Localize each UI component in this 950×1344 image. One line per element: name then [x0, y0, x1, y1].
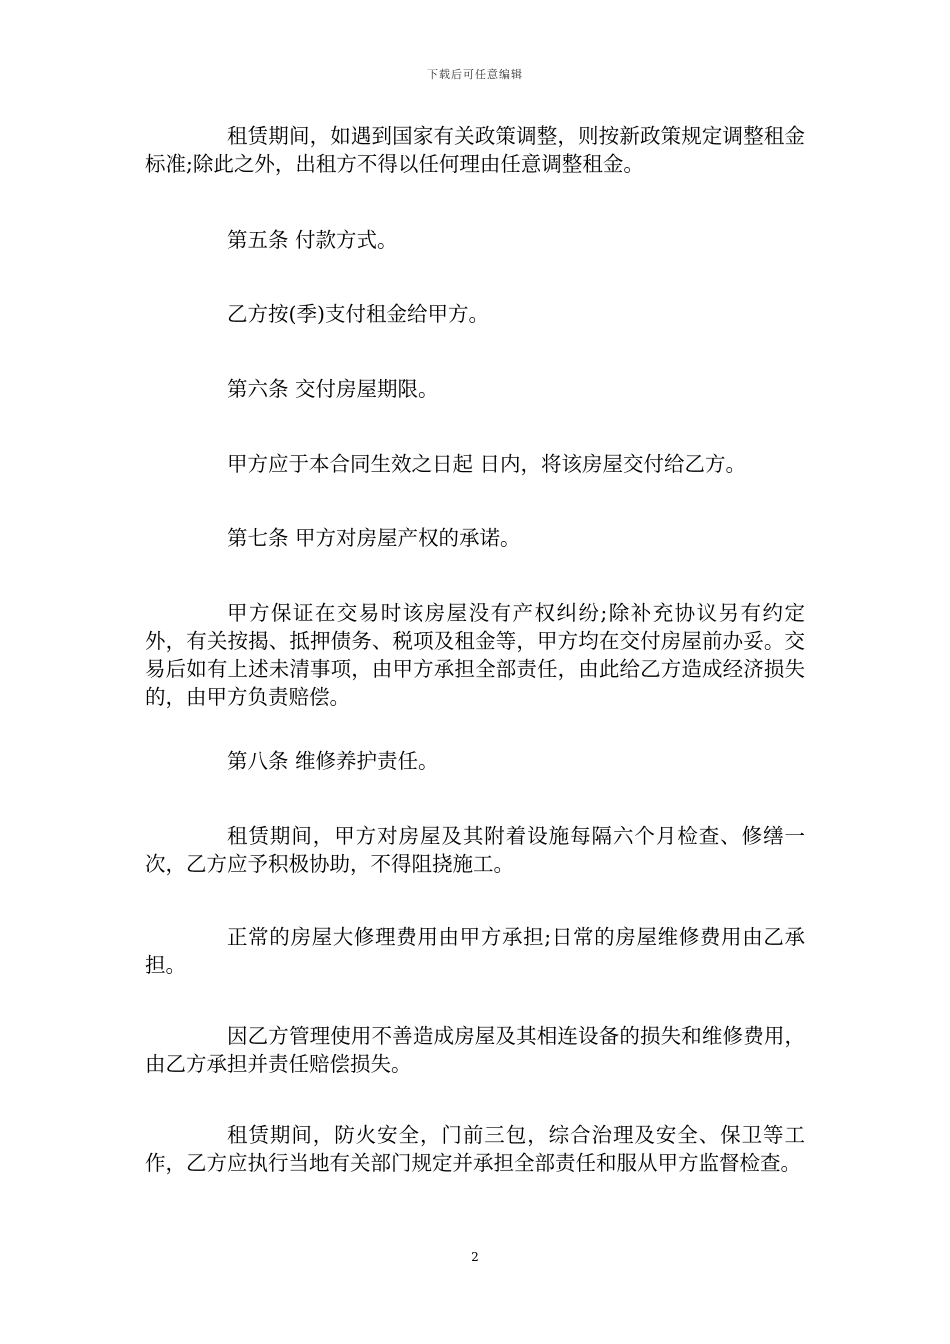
page-number: 2: [471, 1250, 479, 1264]
paragraph-rent-adjustment: 租赁期间，如遇到国家有关政策调整，则按新政策规定调整租金标准;除此之外，出租方不得以任何理由任意调整租金。: [145, 124, 805, 176]
article-6-heading: 第六条 交付房屋期限。: [227, 377, 439, 401]
paragraph-damage-liability: 因乙方管理使用不善造成房屋及其相连设备的损失和维修费用，由乙方承担并责任赔偿损失。: [145, 1024, 805, 1076]
paragraph-property-rights: 甲方保证在交易时该房屋没有产权纠纷;除补充协议另有约定外，有关按揭、抵押债务、税项及租金等，甲方均在交付房屋前办妥。交易后如有上述未清事项，由甲方承担全部责任，由此给乙方造成经济损失的，由甲方负责赔偿。: [145, 601, 805, 709]
paragraph-repair-costs: 正常的房屋大修理费用由甲方承担;日常的房屋维修费用由乙承担。: [145, 925, 805, 977]
page-header: 下载后可任意编辑: [427, 68, 523, 81]
paragraph-payment: 乙方按(季)支付租金给甲方。: [227, 302, 489, 326]
paragraph-inspection: 租赁期间，甲方对房屋及其附着设施每隔六个月检查、修缮一次，乙方应予积极协助，不得阻挠施工。: [145, 824, 805, 876]
paragraph-delivery: 甲方应于本合同生效之日起 日内，将该房屋交付给乙方。: [227, 452, 747, 476]
paragraph-safety-duties: 租赁期间，防火安全，门前三包，综合治理及安全、保卫等工作，乙方应执行当地有关部门规定并承担全部责任和服从甲方监督检查。: [145, 1123, 805, 1175]
article-8-heading: 第八条 维修养护责任。: [227, 749, 439, 773]
article-7-heading: 第七条 甲方对房屋产权的承诺。: [227, 526, 521, 550]
article-5-heading: 第五条 付款方式。: [227, 228, 398, 252]
